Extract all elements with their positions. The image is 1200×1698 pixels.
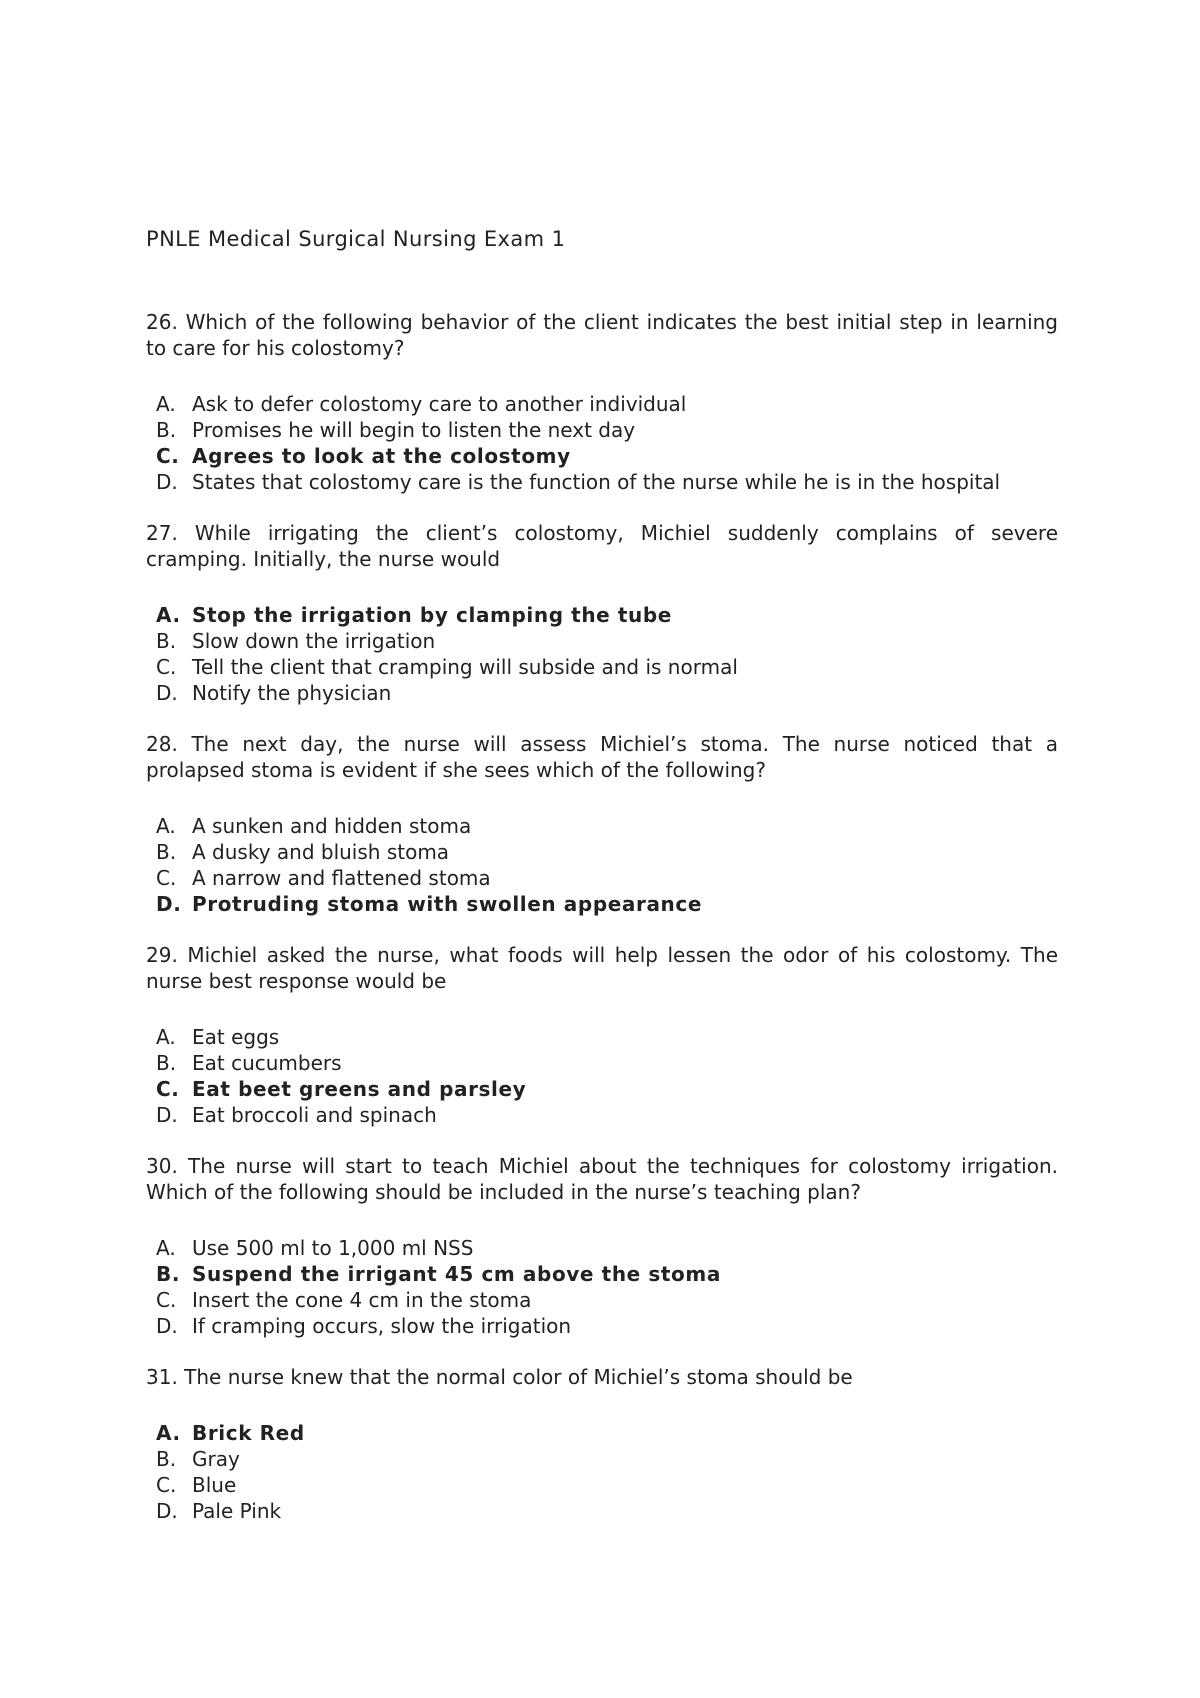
option-letter: D. <box>156 681 178 705</box>
answer-option <box>146 1313 1058 1339</box>
answer-option <box>146 1498 1058 1524</box>
option-letter: D. <box>156 1499 178 1523</box>
answer-options <box>146 391 1058 495</box>
answer-options <box>146 1420 1058 1524</box>
answer-options <box>146 1235 1058 1339</box>
option-letter: D. <box>156 1314 178 1338</box>
option-text: A narrow and flattened stoma <box>192 866 491 890</box>
answer-options <box>146 602 1058 706</box>
option-letter: A. <box>156 392 176 416</box>
answer-option <box>146 1472 1058 1498</box>
option-letter: B. <box>156 629 177 653</box>
answer-option <box>146 1287 1058 1313</box>
answer-option-correct <box>146 1076 1058 1102</box>
answer-option <box>146 680 1058 706</box>
question-item <box>146 731 1058 917</box>
answer-option <box>146 1024 1058 1050</box>
page-title: PNLE Medical Surgical Nursing Exam 1 <box>146 227 566 251</box>
option-text: Gray <box>192 1447 240 1471</box>
option-text: Notify the physician <box>192 681 392 705</box>
option-letter: D. <box>156 1103 178 1127</box>
answer-option-correct <box>146 891 1058 917</box>
question-item <box>146 942 1058 1128</box>
option-letter: A. <box>156 814 176 838</box>
answer-options <box>146 813 1058 917</box>
option-text: Slow down the irrigation <box>192 629 436 653</box>
option-letter: D. <box>156 892 182 916</box>
option-text: Use 500 ml to 1,000 ml NSS <box>192 1236 474 1260</box>
option-text: Suspend the irrigant 45 cm above the stoma <box>192 1262 721 1286</box>
option-letter: A. <box>156 603 181 627</box>
question-list <box>146 309 1058 1549</box>
option-text: If cramping occurs, slow the irrigation <box>192 1314 572 1338</box>
option-letter: C. <box>156 1288 177 1312</box>
option-letter: B. <box>156 418 177 442</box>
answer-option-correct <box>146 1261 1058 1287</box>
option-text: Tell the client that cramping will subside and is normal <box>192 655 738 679</box>
option-text: Brick Red <box>192 1421 305 1445</box>
question-item <box>146 309 1058 495</box>
question-text: 27. While irrigating the client’s colostomy, Michiel suddenly complains of severe cramping. Initially, the nurse would <box>146 521 1058 571</box>
question-text: 28. The next day, the nurse will assess Michiel’s stoma. The nurse noticed that a prolapsed stoma is evident if she sees which of the following? <box>146 732 1058 782</box>
option-letter: C. <box>156 866 177 890</box>
answer-option <box>146 813 1058 839</box>
question-text: 26. Which of the following behavior of the client indicates the best initial step in learning to care for his colostomy? <box>146 310 1058 360</box>
answer-option <box>146 1102 1058 1128</box>
question-item <box>146 1364 1058 1524</box>
answer-options <box>146 1024 1058 1128</box>
option-letter: C. <box>156 444 180 468</box>
answer-option <box>146 654 1058 680</box>
option-text: A dusky and bluish stoma <box>192 840 450 864</box>
question-text: 30. The nurse will start to teach Michiel about the techniques for colostomy irrigation. Which of the following should be included in the nurse’s teaching plan? <box>146 1154 1058 1204</box>
answer-option <box>146 628 1058 654</box>
option-letter: A. <box>156 1236 176 1260</box>
answer-option <box>146 417 1058 443</box>
option-letter: B. <box>156 1051 177 1075</box>
answer-option <box>146 469 1058 495</box>
answer-option <box>146 1235 1058 1261</box>
option-text: Blue <box>192 1473 237 1497</box>
option-letter: D. <box>156 470 178 494</box>
question-text: 31. The nurse knew that the normal color of Michiel’s stoma should be <box>146 1365 853 1389</box>
option-text: Agrees to look at the colostomy <box>192 444 571 468</box>
option-text: Promises he will begin to listen the next day <box>192 418 636 442</box>
answer-option <box>146 391 1058 417</box>
option-letter: C. <box>156 1473 177 1497</box>
option-text: Eat eggs <box>192 1025 280 1049</box>
option-letter: B. <box>156 1262 181 1286</box>
answer-option-correct <box>146 602 1058 628</box>
option-letter: B. <box>156 1447 177 1471</box>
option-text: States that colostomy care is the function of the nurse while he is in the hospital <box>192 470 1001 494</box>
answer-option <box>146 839 1058 865</box>
option-text: Pale Pink <box>192 1499 282 1523</box>
answer-option-correct <box>146 443 1058 469</box>
option-text: Eat broccoli and spinach <box>192 1103 437 1127</box>
option-text: Eat beet greens and parsley <box>192 1077 527 1101</box>
option-letter: B. <box>156 840 177 864</box>
answer-option <box>146 1446 1058 1472</box>
question-text: 29. Michiel asked the nurse, what foods will help lessen the odor of his colostomy. The nurse best response would be <box>146 943 1058 993</box>
option-letter: A. <box>156 1421 181 1445</box>
answer-option <box>146 1050 1058 1076</box>
option-letter: C. <box>156 1077 180 1101</box>
option-text: Stop the irrigation by clamping the tube <box>192 603 672 627</box>
option-text: Eat cucumbers <box>192 1051 342 1075</box>
answer-option-correct <box>146 1420 1058 1446</box>
option-text: Insert the cone 4 cm in the stoma <box>192 1288 532 1312</box>
option-letter: C. <box>156 655 177 679</box>
option-text: Ask to defer colostomy care to another individual <box>192 392 687 416</box>
option-text: A sunken and hidden stoma <box>192 814 472 838</box>
question-item <box>146 1153 1058 1339</box>
option-text: Protruding stoma with swollen appearance <box>192 892 703 916</box>
option-letter: A. <box>156 1025 176 1049</box>
answer-option <box>146 865 1058 891</box>
question-item <box>146 520 1058 706</box>
